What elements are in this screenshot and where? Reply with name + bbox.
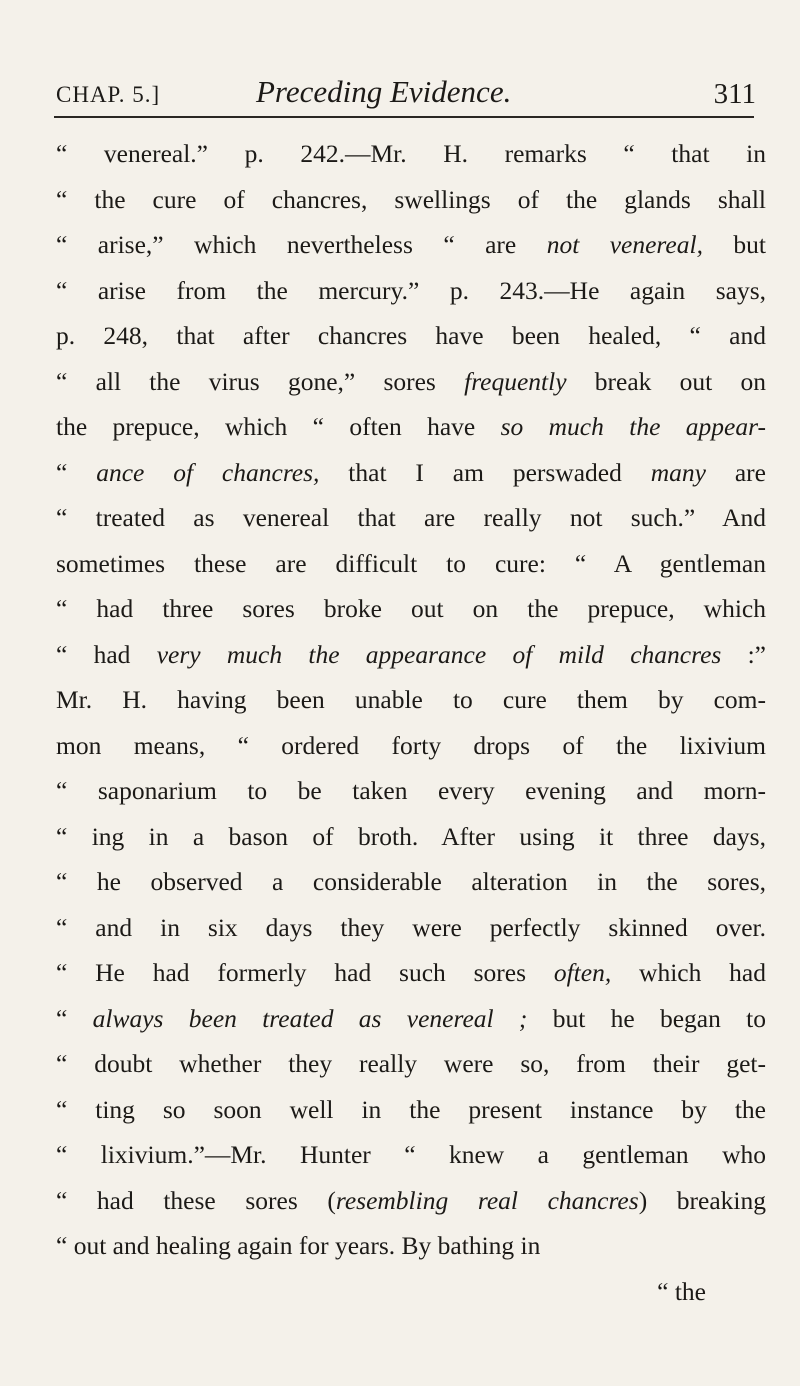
text-run: “ doubt whether they really were so, from their get- <box>56 1049 766 1078</box>
italic-run: not venereal, <box>546 230 703 259</box>
text-run: ) breaking <box>638 1185 766 1215</box>
text-run: “ saponarium to be taken every evening and morn- <box>56 776 766 805</box>
text-run: :” <box>721 639 766 669</box>
body-text <box>56 131 766 1314</box>
text-line <box>56 723 766 769</box>
text-run: the prepuce, which “ often have <box>56 412 501 441</box>
text-line <box>56 586 766 632</box>
italic-run: always been treated as venereal ; <box>92 1003 528 1033</box>
italic-run: often, <box>553 958 612 987</box>
chapter-marker: CHAP. 5.] <box>56 82 161 107</box>
text-line <box>56 1087 766 1133</box>
text-line <box>56 131 766 177</box>
text-line <box>56 313 766 359</box>
page-number: 311 <box>713 78 756 110</box>
text-run: “ the cure of chancres, swellings of the glands shall <box>56 184 766 214</box>
text-run: which had <box>611 958 766 987</box>
text-line <box>56 677 766 723</box>
text-run: mon means, “ ordered forty drops of the lixivium <box>56 730 766 760</box>
text-run: “ venereal.” p. 242.—Mr. H. remarks “ that in <box>56 139 766 168</box>
italic-run: many <box>650 457 706 487</box>
text-line <box>56 495 766 541</box>
text-run: “ ing in a bason of broth. After using it three days, <box>56 821 766 851</box>
text-run: “ he observed a considerable alteration in the sores, <box>56 867 766 896</box>
text-line <box>56 450 766 496</box>
italic-run: resembling real chancres <box>335 1185 639 1215</box>
italic-run: frequently <box>464 366 567 396</box>
text-run: “ had three sores broke out on the prepuce, which <box>56 594 766 623</box>
text-line <box>56 859 766 905</box>
italic-run: ance of chancres, <box>96 457 320 487</box>
text-run: “ had <box>56 639 157 669</box>
text-line <box>56 950 766 996</box>
text-run: “ <box>56 1003 93 1033</box>
text-line <box>56 1223 766 1269</box>
text-run: p. 248, that after chancres have been healed, “ and <box>56 321 766 350</box>
text-line <box>56 541 766 587</box>
text-run: “ <box>56 457 97 487</box>
text-line <box>56 1132 766 1178</box>
text-line <box>56 905 766 951</box>
text-run: sometimes these are difficult to cure: “ A gentleman <box>56 548 766 578</box>
italic-run: very much the appearance of mild chancres <box>156 639 722 669</box>
text-run: “ and in six days they were perfectly skinned over. <box>56 912 766 942</box>
text-line <box>56 768 766 814</box>
text-line <box>56 359 766 405</box>
text-run: “ arise from the mercury.” p. 243.—He again says, <box>56 275 766 305</box>
text-run: “ He had formerly had such sores <box>56 958 554 987</box>
text-run: but he began to <box>527 1003 766 1033</box>
italic-run: so much the appear- <box>500 412 766 441</box>
text-run: “ treated as venereal that are really not such.” And <box>56 503 766 532</box>
text-line <box>56 222 766 268</box>
text-line <box>56 632 766 678</box>
catchword: “ the <box>657 1276 706 1306</box>
text-run: “ all the virus gone,” sores <box>56 366 465 396</box>
text-line <box>56 404 766 450</box>
text-run: “ lixivium.”—Mr. Hunter “ knew a gentleman who <box>56 1140 766 1169</box>
text-line <box>56 1041 766 1087</box>
text-run: “ arise,” which nevertheless “ are <box>56 230 547 259</box>
text-run: break out on <box>566 366 766 396</box>
text-line <box>56 1178 766 1224</box>
text-run: are <box>705 457 766 487</box>
text-run: “ ting so soon well in the present instance by the <box>56 1094 766 1124</box>
running-title: Preceding Evidence. <box>256 74 512 109</box>
text-line <box>56 177 766 223</box>
text-run: but <box>702 230 766 259</box>
header-rule <box>54 116 754 118</box>
text-run: “ out and healing again for years. By bathing in <box>56 1231 541 1260</box>
running-head <box>56 68 756 112</box>
text-line <box>56 268 766 314</box>
text-run: that I am perswaded <box>319 457 651 487</box>
text-run: “ had these sores ( <box>56 1185 336 1215</box>
text-line <box>56 996 766 1042</box>
text-run: Mr. H. having been unable to cure them by com- <box>56 685 766 714</box>
text-line <box>56 814 766 860</box>
